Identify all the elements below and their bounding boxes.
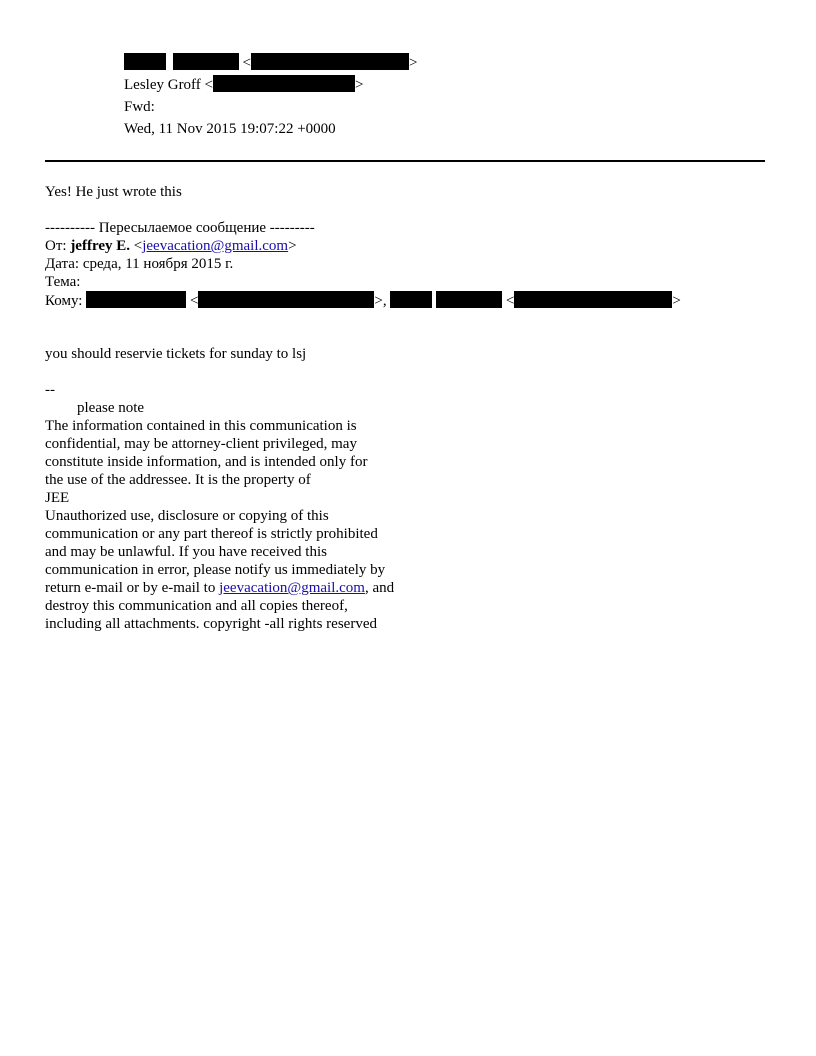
disclaimer-line: and may be unlawful. If you have received this bbox=[45, 544, 327, 560]
forward-to: Кому: < >, < > bbox=[45, 293, 681, 309]
redaction-block bbox=[86, 291, 186, 308]
disclaimer-line: communication in error, please notify us immediately by bbox=[45, 562, 386, 578]
forward-from-name: jeffrey E. bbox=[70, 238, 131, 254]
signature-note: please note bbox=[77, 400, 145, 416]
to-name: Lesley Groff bbox=[124, 77, 201, 93]
disclaimer-line: JEE bbox=[45, 490, 70, 506]
email-body bbox=[45, 183, 775, 633]
forward-separator: ---------- Пересылаемое сообщение --------- bbox=[45, 220, 315, 236]
redaction-block bbox=[251, 53, 409, 70]
disclaimer-line: the use of the addressee. It is the property of bbox=[45, 472, 311, 488]
forward-from: От: jeffrey E. <jeevacation@gmail.com> bbox=[45, 238, 297, 254]
redaction-block bbox=[173, 53, 239, 70]
reply-text: Yes! He just wrote this bbox=[45, 184, 182, 200]
disclaimer-line: Unauthorized use, disclosure or copying of this bbox=[45, 508, 329, 524]
disclaimer-line: confidential, may be attorney-client privileged, may bbox=[45, 436, 357, 452]
message-text: you should reservie tickets for sunday to lsj bbox=[45, 346, 307, 362]
disclaimer-line: communication or any part thereof is strictly prohibited bbox=[45, 526, 378, 542]
redaction-block bbox=[198, 291, 374, 308]
disclaimer-line: The information contained in this communication is bbox=[45, 418, 357, 434]
disclaimer-line: constitute inside information, and is intended only for bbox=[45, 454, 368, 470]
forward-date: Дата: среда, 11 ноября 2015 г. bbox=[45, 256, 234, 272]
redaction-block bbox=[390, 291, 432, 308]
email-link[interactable]: jeevacation@gmail.com bbox=[219, 580, 365, 596]
redaction-block bbox=[213, 75, 355, 92]
redaction-block bbox=[436, 291, 502, 308]
date-value: Wed, 11 Nov 2015 19:07:22 +0000 bbox=[124, 121, 336, 137]
disclaimer-line: destroy this communication and all copies thereof, bbox=[45, 598, 348, 614]
redaction-block bbox=[124, 53, 166, 70]
header-divider bbox=[45, 160, 765, 162]
redaction-block bbox=[514, 291, 672, 308]
disclaimer-line: including all attachments. copyright -all rights reserved bbox=[45, 616, 377, 632]
signature-dash: -- bbox=[45, 382, 55, 398]
email-link[interactable]: jeevacation@gmail.com bbox=[142, 238, 289, 254]
subject-value: Fwd: bbox=[124, 99, 155, 115]
forward-subject: Тема: bbox=[45, 274, 81, 290]
disclaimer-email-line: return e-mail or by e-mail to jeevacation@gmail.com, and bbox=[45, 580, 395, 596]
